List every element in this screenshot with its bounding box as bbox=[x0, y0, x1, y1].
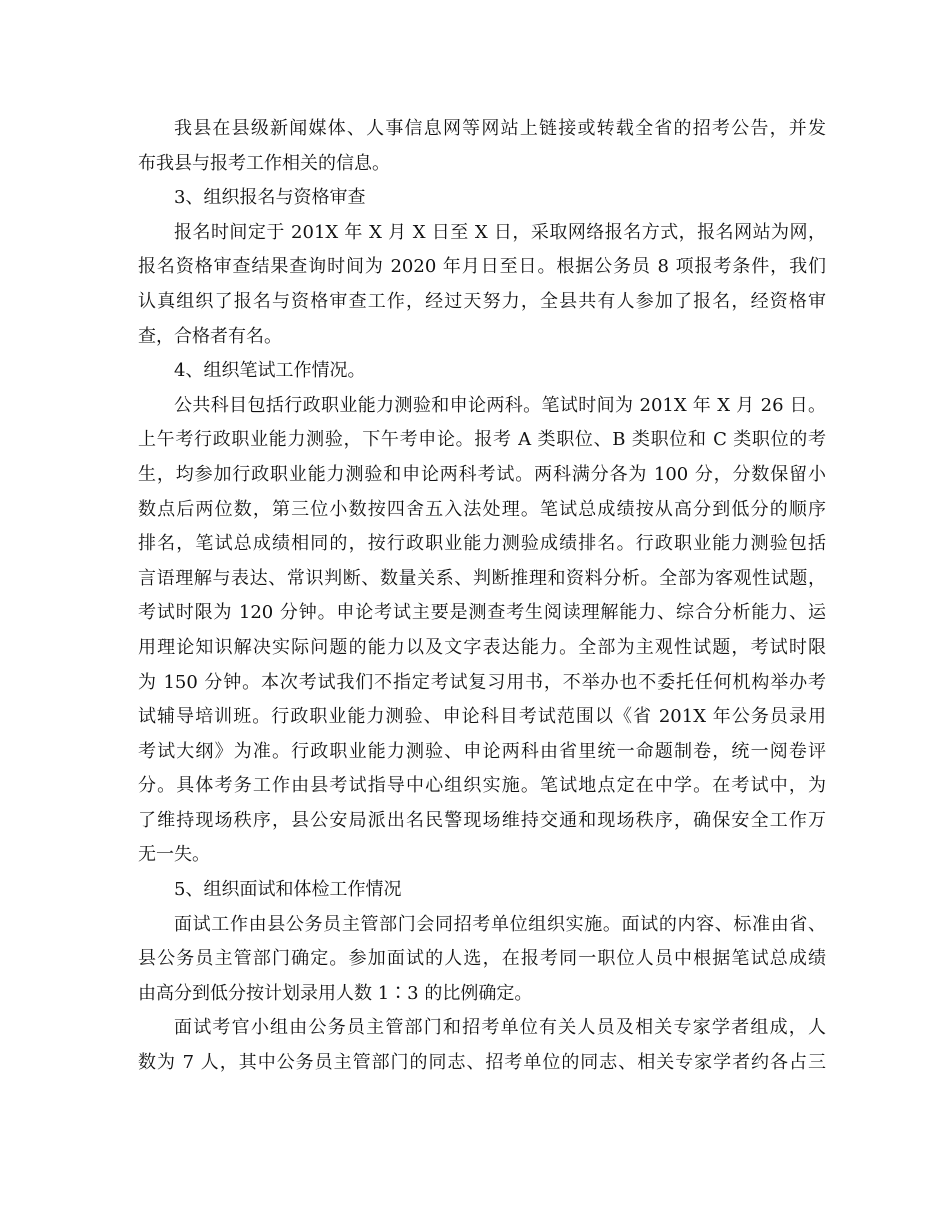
text-line: 试辅导培训班。行政职业能力测验、申论科目考试范围以《省 201X 年公务员录用 bbox=[138, 706, 826, 728]
text-line: 认真组织了报名与资格审查工作，经过天努力，全县共有人参加了报名，经资格审 bbox=[138, 290, 826, 312]
text-line: 排名，笔试总成绩相同的，按行政职业能力测验成绩排名。行政职业能力测验包括 bbox=[138, 533, 826, 555]
text-line: 无一失。 bbox=[138, 844, 210, 866]
text-line: 4、组织笔试工作情况。 bbox=[174, 360, 366, 382]
text-line: 由高分到低分按计划录用人数 1∶3 的比例确定。 bbox=[138, 982, 533, 1004]
text-line: 报名时间定于 201X 年 X 月 X 日至 X 日，采取网络报名方式，报名网站为网， bbox=[174, 221, 826, 243]
text-line: 面试考官小组由公务员主管部门和招考单位有关人员及相关专家学者组成，人 bbox=[174, 1017, 826, 1039]
text-line: 上午考行政职业能力测验，下午考申论。报考 A 类职位、B 类职位和 C 类职位的考 bbox=[138, 429, 826, 451]
text-line: 言语理解与表达、常识判断、数量关系、判断推理和资料分析。全部为客观性试题， bbox=[138, 567, 826, 589]
text-line: 公共科目包括行政职业能力测验和申论两科。笔试时间为 201X 年 X 月 26 日。 bbox=[174, 394, 826, 416]
text-line: 数为 7 人，其中公务员主管部门的同志、招考单位的同志、相关专家学者约各占三 bbox=[138, 1052, 826, 1074]
text-line: 了维持现场秩序，县公安局派出名民警现场维持交通和现场秩序，确保安全工作万 bbox=[138, 809, 826, 831]
text-line: 生，均参加行政职业能力测验和申论两科考试。两科满分各为 100 分，分数保留小 bbox=[138, 463, 826, 485]
text-line: 我县在县级新闻媒体、人事信息网等网站上链接或转载全省的招考公告，并发 bbox=[174, 118, 826, 139]
text-line: 考试时限为 120 分钟。申论考试主要是测查考生阅读理解能力、综合分析能力、运 bbox=[138, 602, 826, 624]
text-line: 用理论知识解决实际问题的能力以及文字表达能力。全部为主观性试题，考试时限 bbox=[138, 636, 826, 658]
text-line: 考试大纲》为准。行政职业能力测验、申论两科由省里统一命题制卷，统一阅卷评 bbox=[138, 740, 826, 762]
text-line: 布我县与报考工作相关的信息。 bbox=[138, 152, 390, 174]
text-line: 为 150 分钟。本次考试我们不指定考试复习用书，不举办也不委托任何机构举办考 bbox=[138, 671, 826, 693]
text-line: 5、组织面试和体检工作情况 bbox=[174, 879, 402, 901]
text-line: 数点后两位数，第三位小数按四舍五入法处理。笔试总成绩按从高分到低分的顺序 bbox=[138, 498, 826, 520]
document-body bbox=[138, 112, 826, 1081]
text-line: 查，合格者有名。 bbox=[138, 325, 282, 347]
text-line: 3、组织报名与资格审查 bbox=[174, 187, 366, 209]
text-line: 分。具体考务工作由县考试指导中心组织实施。笔试地点定在中学。在考试中，为 bbox=[138, 775, 826, 797]
text-line: 县公务员主管部门确定。参加面试的人选，在报考同一职位人员中根据笔试总成绩 bbox=[138, 948, 826, 970]
text-line: 报名资格审查结果查询时间为 2020 年月日至日。根据公务员 8 项报考条件，我们 bbox=[138, 256, 826, 278]
text-line: 面试工作由县公务员主管部门会同招考单位组织实施。面试的内容、标准由省、 bbox=[174, 913, 826, 935]
